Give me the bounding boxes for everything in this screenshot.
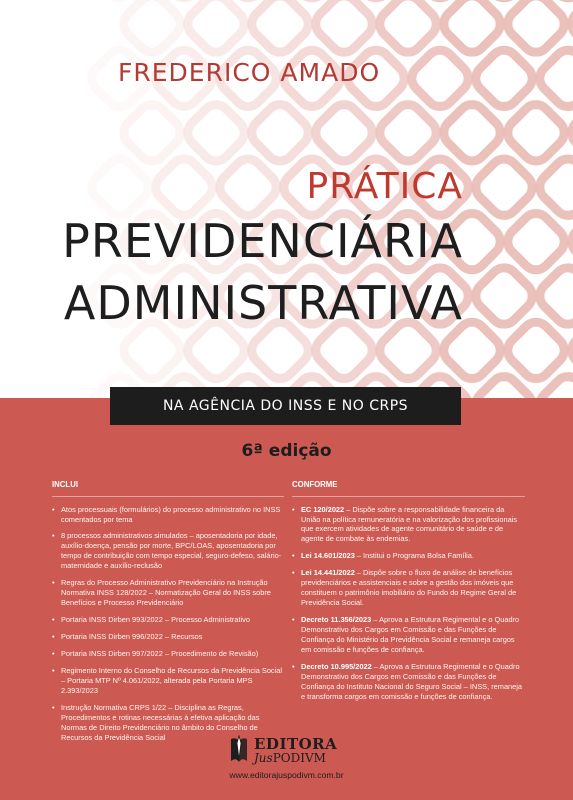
conforme-law: Decreto 11.356/2023: [301, 615, 372, 625]
inclui-heading: INCLUI: [52, 480, 284, 497]
conforme-heading: CONFORME: [292, 480, 525, 497]
conforme-description: – Aprova a Estrutura Regimental e o Quadro Demonstrativo dos Cargos em Comissão e das Funções de Confiança do Instituto Nacional do Seguro Social – INSS, remaneja e transforma cargos em comissão e funções de confiança.: [301, 662, 523, 702]
conforme-law: Lei 14.601/2023: [301, 551, 355, 561]
inclui-item: • Portaria INSS Dirben 997/2022 – Procedimento de Revisão): [52, 649, 284, 659]
inclui-item: • Regimento Interno do Conselho de Recursos da Previdência Social – Portaria MTP Nº 4.061/2022, alterada pela Portaria MPS 2.393/2023: [52, 666, 284, 696]
inclui-item: • 8 processos administrativos simulados – aposentadoria por idade, auxílio-doença, pensão por morte, BPC/LOAS, aposentadoria por tempo de contribuição com tempo especial, seguro-defeso, salário-maternidade e auxílio-reclusão: [52, 531, 284, 571]
conforme-description: – Aprova a Estrutura Regimental e o Quadro Demonstrativo dos Cargos em Comissão e das Funções de Confiança do Ministério da Previdência Social e remaneja cargos em comissão e funções de confiança.: [301, 615, 520, 655]
conforme-column: [292, 480, 525, 709]
publisher-logo: [228, 735, 368, 765]
subtitle-banner: NA AGÊNCIA DO INSS E NO CRPS: [110, 387, 461, 425]
conforme-law: EC 120/2022: [301, 504, 345, 514]
inclui-column: [52, 480, 284, 750]
conforme-description: – Institui o Programa Bolsa Família.: [354, 551, 474, 561]
title-line-1: PRÁTICA: [306, 166, 463, 207]
edition-label: 6ª edição: [241, 441, 332, 461]
title-line-2: PREVIDENCIÁRIA: [62, 214, 463, 268]
inclui-item: • Portaria INSS Dirben 993/2022 – Processo Administrativo: [52, 615, 284, 625]
conforme-description: – Dispõe sobre o fluxo de análise de benefícios previdenciários e assistenciais e sobre a gestão dos imóveis que constituem o patrimônio imobiliário do Fundo do Regime Geral de Previdência Social.: [301, 568, 517, 608]
title-line-3: ADMINISTRATIVA: [63, 276, 463, 330]
conforme-law: Lei 14.441/2022: [301, 568, 355, 578]
conforme-item: [292, 505, 525, 545]
conforme-item: [292, 568, 525, 608]
publisher-subname: JusPODIVM: [254, 751, 326, 765]
inclui-item: • Portaria INSS Dirben 996/2022 – Recursos: [52, 632, 284, 642]
inclui-item: • Instrução Normativa CRPS 1/22 – Disciplina as Regras, Procedimentos e rotinas necessárias à efetiva aplicação das Normas de Direito Previdenciário no âmbito do Conselho de Recursos da Previdência Social: [52, 703, 284, 743]
conforme-item: [292, 615, 525, 655]
conforme-item: [292, 662, 525, 702]
conforme-description: – Dispõe sobre a responsabilidade financeira da União na política remuneratória e na valorização dos profissionais que exercem atividades de agente comunitário de saúde e de agente de combate às endemias.: [301, 504, 518, 544]
publisher-name: EDITORA: [254, 735, 338, 753]
book-pen-icon: [228, 735, 250, 765]
conforme-list: [292, 505, 525, 703]
inclui-item: • Regras do Processo Administrativo Previdenciário na Instrução Normativa INSS 128/2022 – Normatização Geral do INSS sobre Benefícios e Processo Previdenciário: [52, 578, 284, 608]
author-name: FREDERICO AMADO: [118, 58, 381, 87]
conforme-item: [292, 551, 525, 561]
publisher-website: www.editorajuspodivm.com.br: [229, 770, 344, 780]
conforme-law: Decreto 10.995/2022: [301, 662, 372, 672]
inclui-item: • Atos processuais (formulários) do processo administrativo no INSS comentados por tema: [52, 505, 284, 525]
inclui-list: [52, 505, 284, 744]
